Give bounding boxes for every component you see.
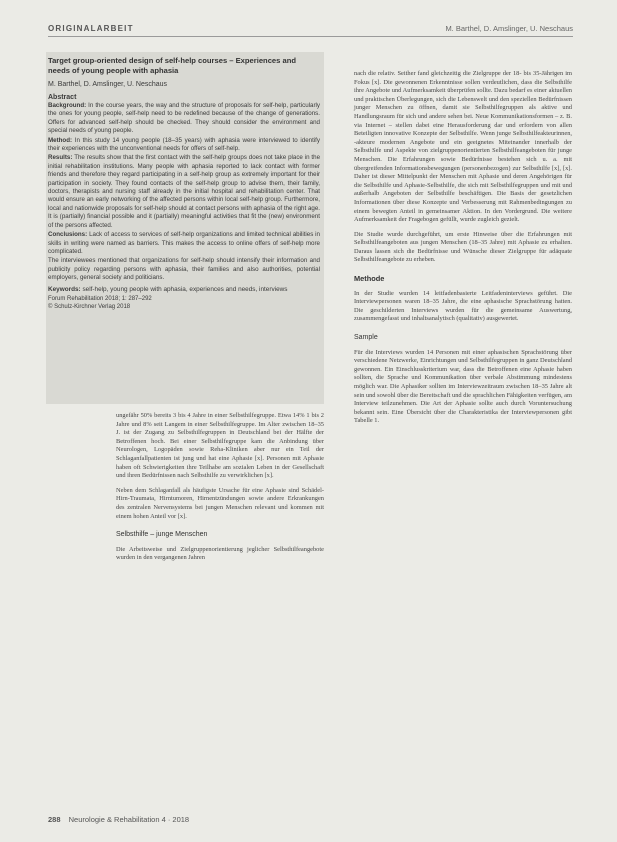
abstract bbox=[48, 56, 320, 312]
abstract-method bbox=[48, 137, 320, 154]
page-number: 288 bbox=[48, 815, 61, 824]
keywords-label: Keywords: bbox=[48, 285, 81, 293]
right-column bbox=[354, 70, 572, 432]
conclusions-text: Lack of access to services of self-help organizations and limited technical abilities in skills in writing were named as barriers. This makes the access to online offers of self-help more complicated. bbox=[48, 231, 320, 255]
abstract-background bbox=[48, 102, 320, 136]
method-label: Method: bbox=[48, 136, 73, 144]
body-paragraph: nach die relativ. Seither fand gleichzeitig die Zielgruppe der 18- bis 35-Jährigen im Fokus [x]. Die gewonnenen Erkenntnisse sollen verdeutlichen, dass die Selbsthilfe ihre Angebote und Aufmerksamkeit überprüfen sollte. Dazu bedarf es einer aktuellen und praktischen Überlegungen, sich die Lebenswelt und den speziellen Bedürfnissen junger Menschen zu öffnen, damit sie Selbsthilfegruppen als aktive und Handlungsraum für sich und andere sehen bei. Neue Kommunikationsformen – z. B. via Internet – stellen dabei eine Herausforderung dar und erfordern von allen Beteiligten innovative Konzepte der Selbsthilfe. Wenn junge Selbsthilfeakteurinnen, -akteure modernen Angebote und ein geeignetes Miteinander innerhalb der Selbsthilfe und Aspekte von zielgruppenorientierten Selbsthilfeangeboten für junge Menschen. Die Erfahrungen sowie Bedürfnisse bestehen sich u. a. mit übergreifenden Informationsbewegungen (personenbezogen) zur Selbsthilfe [x], [x]. Daher ist dieser Mittelpunkt der Menschen mit Aphasie und deren Angehörigen für die Selbsthilfe und Aphasie-Selbsthilfe, die sich mit Selbsthilfegruppen und mit und außerhalb Angeboten der Selbsthilfe beschäftigen. Die Basis der gesetzlichen Informationen über diese Konzepte und Verbesserung mit Rahmenbedingungen zu einem bewegten Anteil in gemeinsamer Aktion. In den Vordergrund. Die weitere Aufmerksamkeit der Fragebogen gefüllt, wurde zugleich gezielt. bbox=[354, 70, 572, 224]
body-paragraph: ungefähr 50% bereits 3 bis 4 Jahre in einer Selbsthilfegruppe. Etwa 14% 1 bis 2 Jahre und 8% seit Langem in einer Selbsthilfegruppe. Im Alter zwischen 18–35 J. ist der Zugang zu Selbsthilfegruppen in Deutschland bei der Hälfte der Betroffenen hoch. Bei einer Selbsthilfegruppe kam die Anbindung über Neurologen, Logopäden sowie Reha-Kliniken aber nur ein Teil der Schlaganfallpatienten ist jung und hat eine Aphasie [x]. Personen mit Aphasie haben oft Schwierigkeiten ihre Teilhabe am sozialen Leben in der Gesellschaft und ihren Bedürfnissen nach Selbsthilfe zu verwirklichen [x]. bbox=[116, 412, 324, 480]
body-paragraph: In der Studie wurden 14 leitfadenbasierte Leitfadeninterviews geführt. Die Interviewpersonen waren 18–35 Jahre, die eine aphasische Sprachstörung hatten. Die geschilderten Interviews wurden für die gemeinsame Auswertung, zusammengefasst und inhaltsanalytisch (qualitativ) ausgewertet. bbox=[354, 289, 572, 323]
abstract-conclusions bbox=[48, 231, 320, 256]
keywords-text: self-help, young people with aphasia, experiences and needs, interviews bbox=[82, 285, 288, 293]
abstract-keywords bbox=[48, 286, 320, 294]
header-divider bbox=[48, 36, 573, 37]
abstract-authors: M. Barthel, D. Amslinger, U. Neschaus bbox=[48, 81, 168, 88]
section-label: ORIGINALARBEIT bbox=[48, 24, 134, 33]
background-label: Background: bbox=[48, 102, 87, 109]
results-label: Results: bbox=[48, 154, 73, 162]
page-footer bbox=[48, 815, 189, 824]
method-text: In this study 14 young people (18–35 years) with aphasia were interviewed to identify their experiences with the unconventional needs for offers of self-help. bbox=[48, 136, 320, 153]
abstract-paragraph-2: The interviewees mentioned that organizations for self-help should intensify their information and publicity policy regarding persons with aphasia, their families and also authorities, potential employers, general society and politicians. bbox=[48, 257, 320, 282]
conclusions-label: Conclusions: bbox=[48, 231, 88, 239]
abstract-title: Target group-oriented design of self-help courses – Experiences and needs of young people with aphasia bbox=[48, 56, 296, 75]
background-text: In the course years, the way and the structure of proposals for self-help, particularly the ones for young people, self-help need to be redefined because of the change of generations. Offers for advanced self-help should be checked. They should consider the environment and special needs of young people. bbox=[48, 102, 320, 135]
copyright-line: © Schulz-Kirchner Verlag 2018 bbox=[48, 303, 131, 310]
section-heading-method: Methode bbox=[354, 274, 385, 284]
body-paragraph: Die Arbeitsweise und Zielgruppenorientierung jeglicher Selbsthilfeangebote wurden in den vergangenen Jahren bbox=[116, 545, 324, 562]
subsection-heading-sample: Sample bbox=[354, 334, 378, 342]
abstract-heading: Abstract bbox=[48, 94, 77, 101]
running-authors: M. Barthel, D. Amslinger, U. Neschaus bbox=[445, 24, 573, 33]
body-paragraph: Für die Interviews wurden 14 Personen mit einer aphasischen Sprachstörung über verschiedene Netzwerke, Einrichtungen und Selbsthilfegruppen in ganz Deutschland gewonnen. Ein Einschlusskriterium war, dass die Betroffenen eine Aphasie haben sollten, die Sprache und Kommunikation über verbale Abstimmung mindestens möglich war. Die Aphasiker sollten im Interviewzeitraum zwischen 18–35 Jahre alt sein und sowohl über die Bereitschaft und die sprachlichen Fähigkeiten verfügen, am Interview teilzunehmen. Die Art der Aphasie sollte auch durch Voruntersuchung bekannt sein. Eine Übersicht über die Charakteristika der Interviewpersonen gibt Tabelle 1. bbox=[354, 348, 572, 425]
abstract-results bbox=[48, 154, 320, 230]
left-column bbox=[116, 412, 324, 569]
journal-name: Neurologie & Rehabilitation 4 · 2018 bbox=[68, 815, 190, 824]
body-paragraph: Neben dem Schlaganfall als häufigste Ursache für eine Aphasie sind Schädel-Hirn-Traumata, Hirntumoren, Hirnentzündungen sowie andere Erkrankungen des zentralen Nervensystems bei jungen Menschen relevant und kommen mit einem hohen Anteil vor [x]. bbox=[116, 486, 324, 520]
subsection-heading: Selbsthilfe – junge Menschen bbox=[116, 531, 208, 539]
results-text: The results show that the first contact with the self-help groups does not take place in the initial rehabilitation institutions. Many people with aphasia reported to lack contact with former friends and therefore they regard participating in a self-help group as extremely important for their participation in society. They found contacts of the self-help group to advise them, their family, doctors, therapists and nursing staff already in the initial hospital and rehabilitation center. That would ensure an early networking of the affected persons within local self-help group. Furthermore, local and nationwide proposals for self-help should at contact persons with aphasia of the right age. It is (partially) financial possible and it (partially) meaningful activities that fit the (new) environment of the persons affected. bbox=[48, 154, 321, 229]
body-paragraph: Die Studie wurde durchgeführt, um erste Hinweise über die Erfahrungen mit Selbsthilfeangeboten aus jungen Menschen (18–35 Jahre) mit Aphasie zu erhalten. Daraus lassen sich die Bedürfnisse und Wünsche dieser Zielgruppe für adäquate Selbsthilfeangebote zu erheben. bbox=[354, 230, 572, 264]
journal-reference: Forum Rehabilitation 2018; 1: 287–292 bbox=[48, 295, 152, 302]
